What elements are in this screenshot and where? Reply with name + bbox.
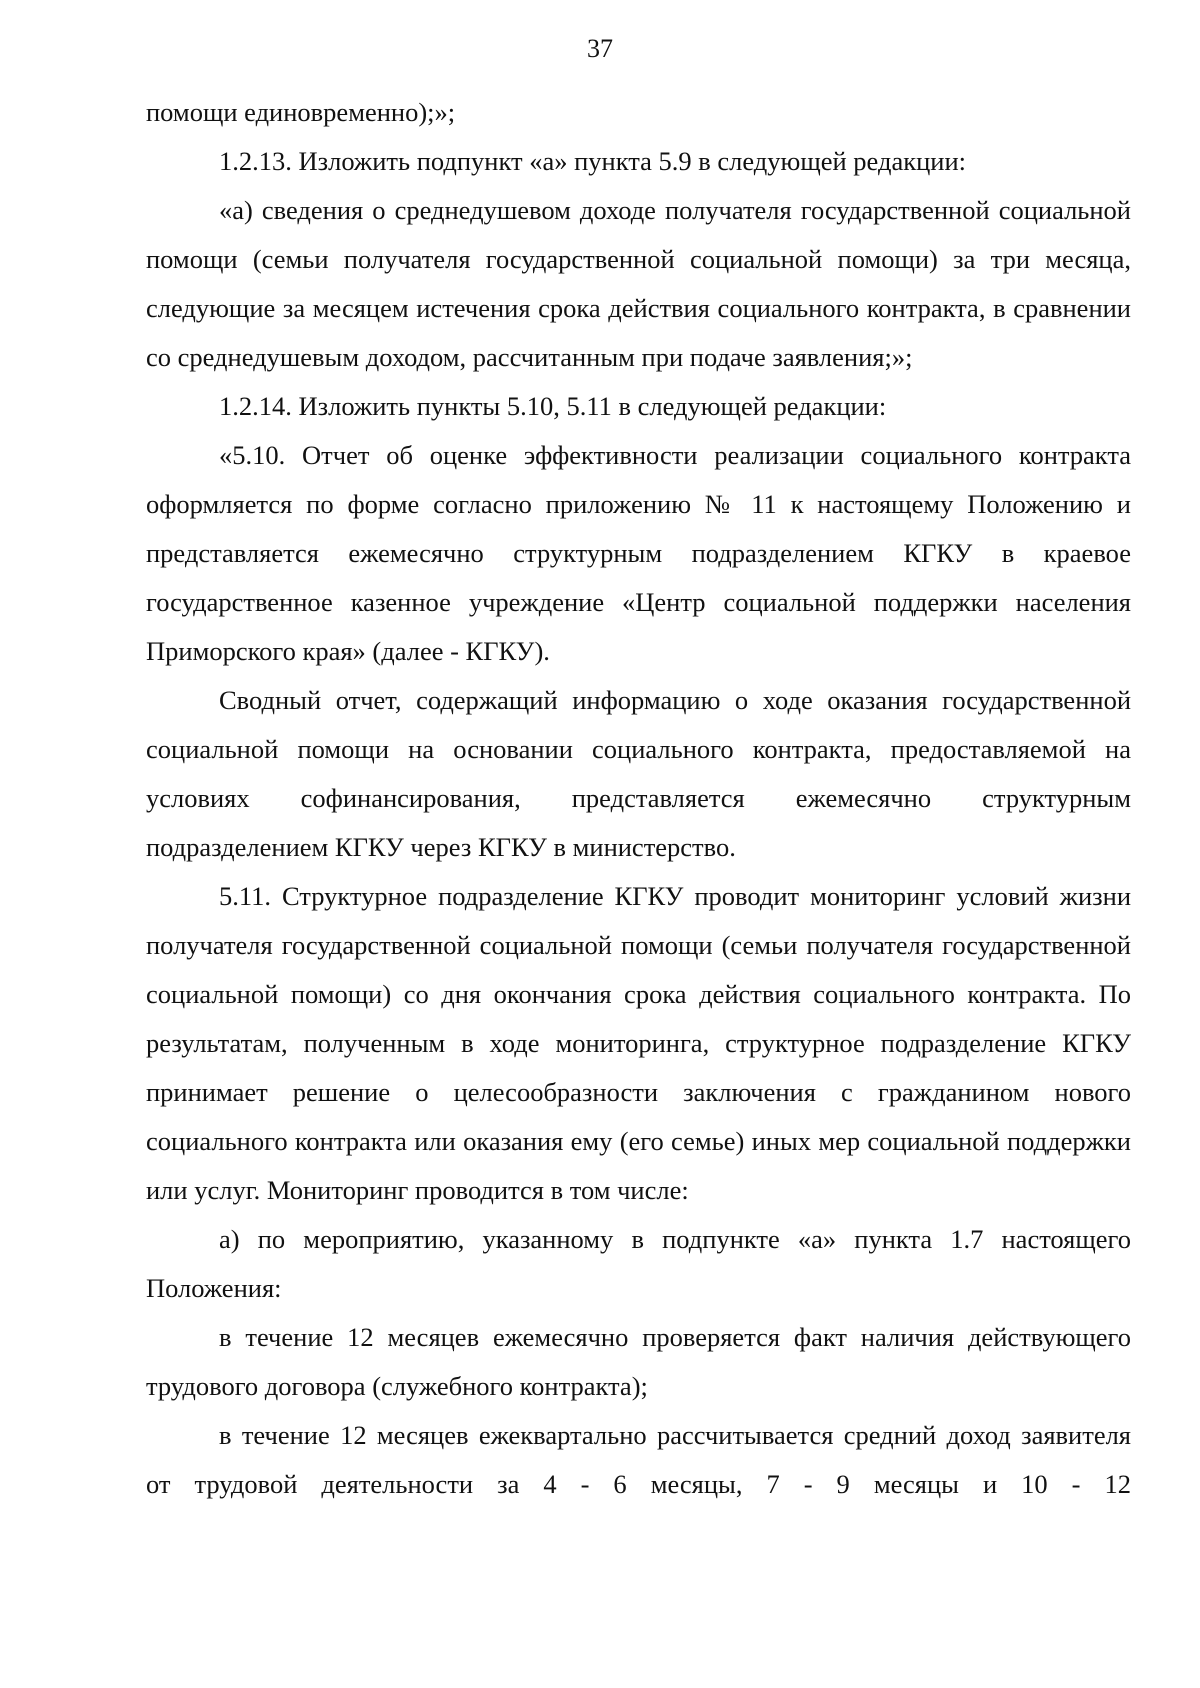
- paragraph: «а) сведения о среднедушевом доходе получателя государственной социальной помощи (семьи получателя государственной социальной помощи) за три месяца, следующие за месяцем истечения срока действия социального контракта, в сравнении со среднедушевым доходом, рассчитанным при подаче заявления;»;: [146, 195, 1131, 372]
- paragraph: Сводный отчет, содержащий информацию о ходе оказания государственной социальной помощи на основании социального контракта, предоставляемой на условиях софинансирования, представляется ежемесячно структурным подразделением КГКУ через КГКУ в министерство.: [146, 685, 1131, 862]
- paragraph: 5.11. Структурное подразделение КГКУ проводит мониторинг условий жизни получателя государственной социальной помощи (семьи получателя государственной социальной помощи) со дня окончания срока действия социального контракта. По результатам, полученным в ходе мониторинга, структурное подразделение КГКУ принимает решение о целесообразности заключения с гражданином нового социального контракта или оказания ему (его семье) иных мер социальной поддержки или услуг. Мониторинг проводится в том числе:: [146, 881, 1131, 1205]
- paragraph: а) по мероприятию, указанному в подпункте «а» пункта 1.7 настоящего Положения:: [146, 1224, 1131, 1303]
- document-body: [146, 88, 1131, 1509]
- paragraph: 1.2.14. Изложить пункты 5.10, 5.11 в следующей редакции:: [219, 391, 887, 421]
- paragraph: в течение 12 месяцев ежемесячно проверяется факт наличия действующего трудового договора (служебного контракта);: [146, 1322, 1131, 1401]
- page-number: 37: [587, 34, 613, 63]
- paragraph: 1.2.13. Изложить подпункт «а» пункта 5.9 в следующей редакции:: [219, 146, 966, 176]
- paragraph: «5.10. Отчет об оценке эффективности реализации социального контракта оформляется по форме согласно приложению № 11 к настоящему Положению и представляется ежемесячно структурным подразделением КГКУ в краевое государственное казенное учреждение «Центр социальной поддержки населения Приморского края» (далее - КГКУ).: [146, 440, 1131, 666]
- paragraph: помощи единовременно);»;: [146, 97, 456, 127]
- paragraph: в течение 12 месяцев ежеквартально рассчитывается средний доход заявителя от трудовой деятельности за 4 - 6 месяцы, 7 - 9 месяцы и 10 - 12: [146, 1420, 1131, 1499]
